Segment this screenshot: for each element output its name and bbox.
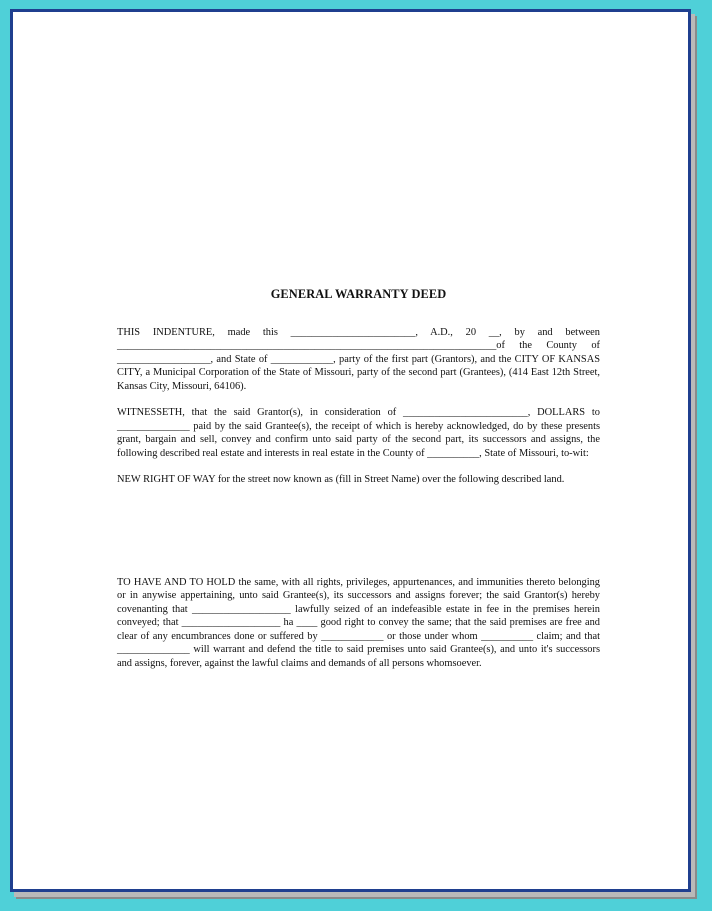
right-of-way-paragraph: NEW RIGHT OF WAY for the street now known as (fill in Street Name) over the following described land. xyxy=(117,474,565,485)
witnesseth-paragraph: WITNESSETH, that the said Grantor(s), in consideration of ________________________, DOLLARS to ______________ paid by the said Grantee(s), the receipt of which is hereby acknowledged, do by these presents grant, bargain and sell, convey and confirm unto said party of the second part, its successors and assigns, the following described real estate and interests in real estate in the County of __________, State of Missouri, to-wit: xyxy=(117,407,600,459)
document-page xyxy=(10,9,691,892)
deed-body xyxy=(117,288,600,670)
indenture-paragraph: THIS INDENTURE, made this ________________________, A.D., 20 __, by and between _________________________________________________________________________of the County of __________________, and State of ____________, party of the first part (Grantors), and the CITY OF KANSAS CITY, a Municipal Corporation of the State of Missouri, party of the second part (Grantees), (414 East 12th Street, Kansas City, Missouri, 64106). xyxy=(117,326,600,392)
document-title: GENERAL WARRANTY DEED xyxy=(270,287,447,301)
habendum-paragraph: TO HAVE AND TO HOLD the same, with all rights, privileges, appurtenances, and immunities thereto belonging or in anywise appertaining, unto said Grantee(s), its successors and assigns forever; the said Grantor(s) hereby covenanting that ___________________ lawfully seized of an indefeasible estate in fee in the premises herein conveyed; that ___________________ ha ____ good right to convey the same; that the said premises are free and clear of any encumbrances done or suffered by ____________ or those under whom __________ claim; and that ______________ will warrant and defend the title to said premises unto said Grantee(s), and unto it's successors and assigns, forever, against the lawful claims and demands of all persons whomsoever. xyxy=(117,576,600,669)
